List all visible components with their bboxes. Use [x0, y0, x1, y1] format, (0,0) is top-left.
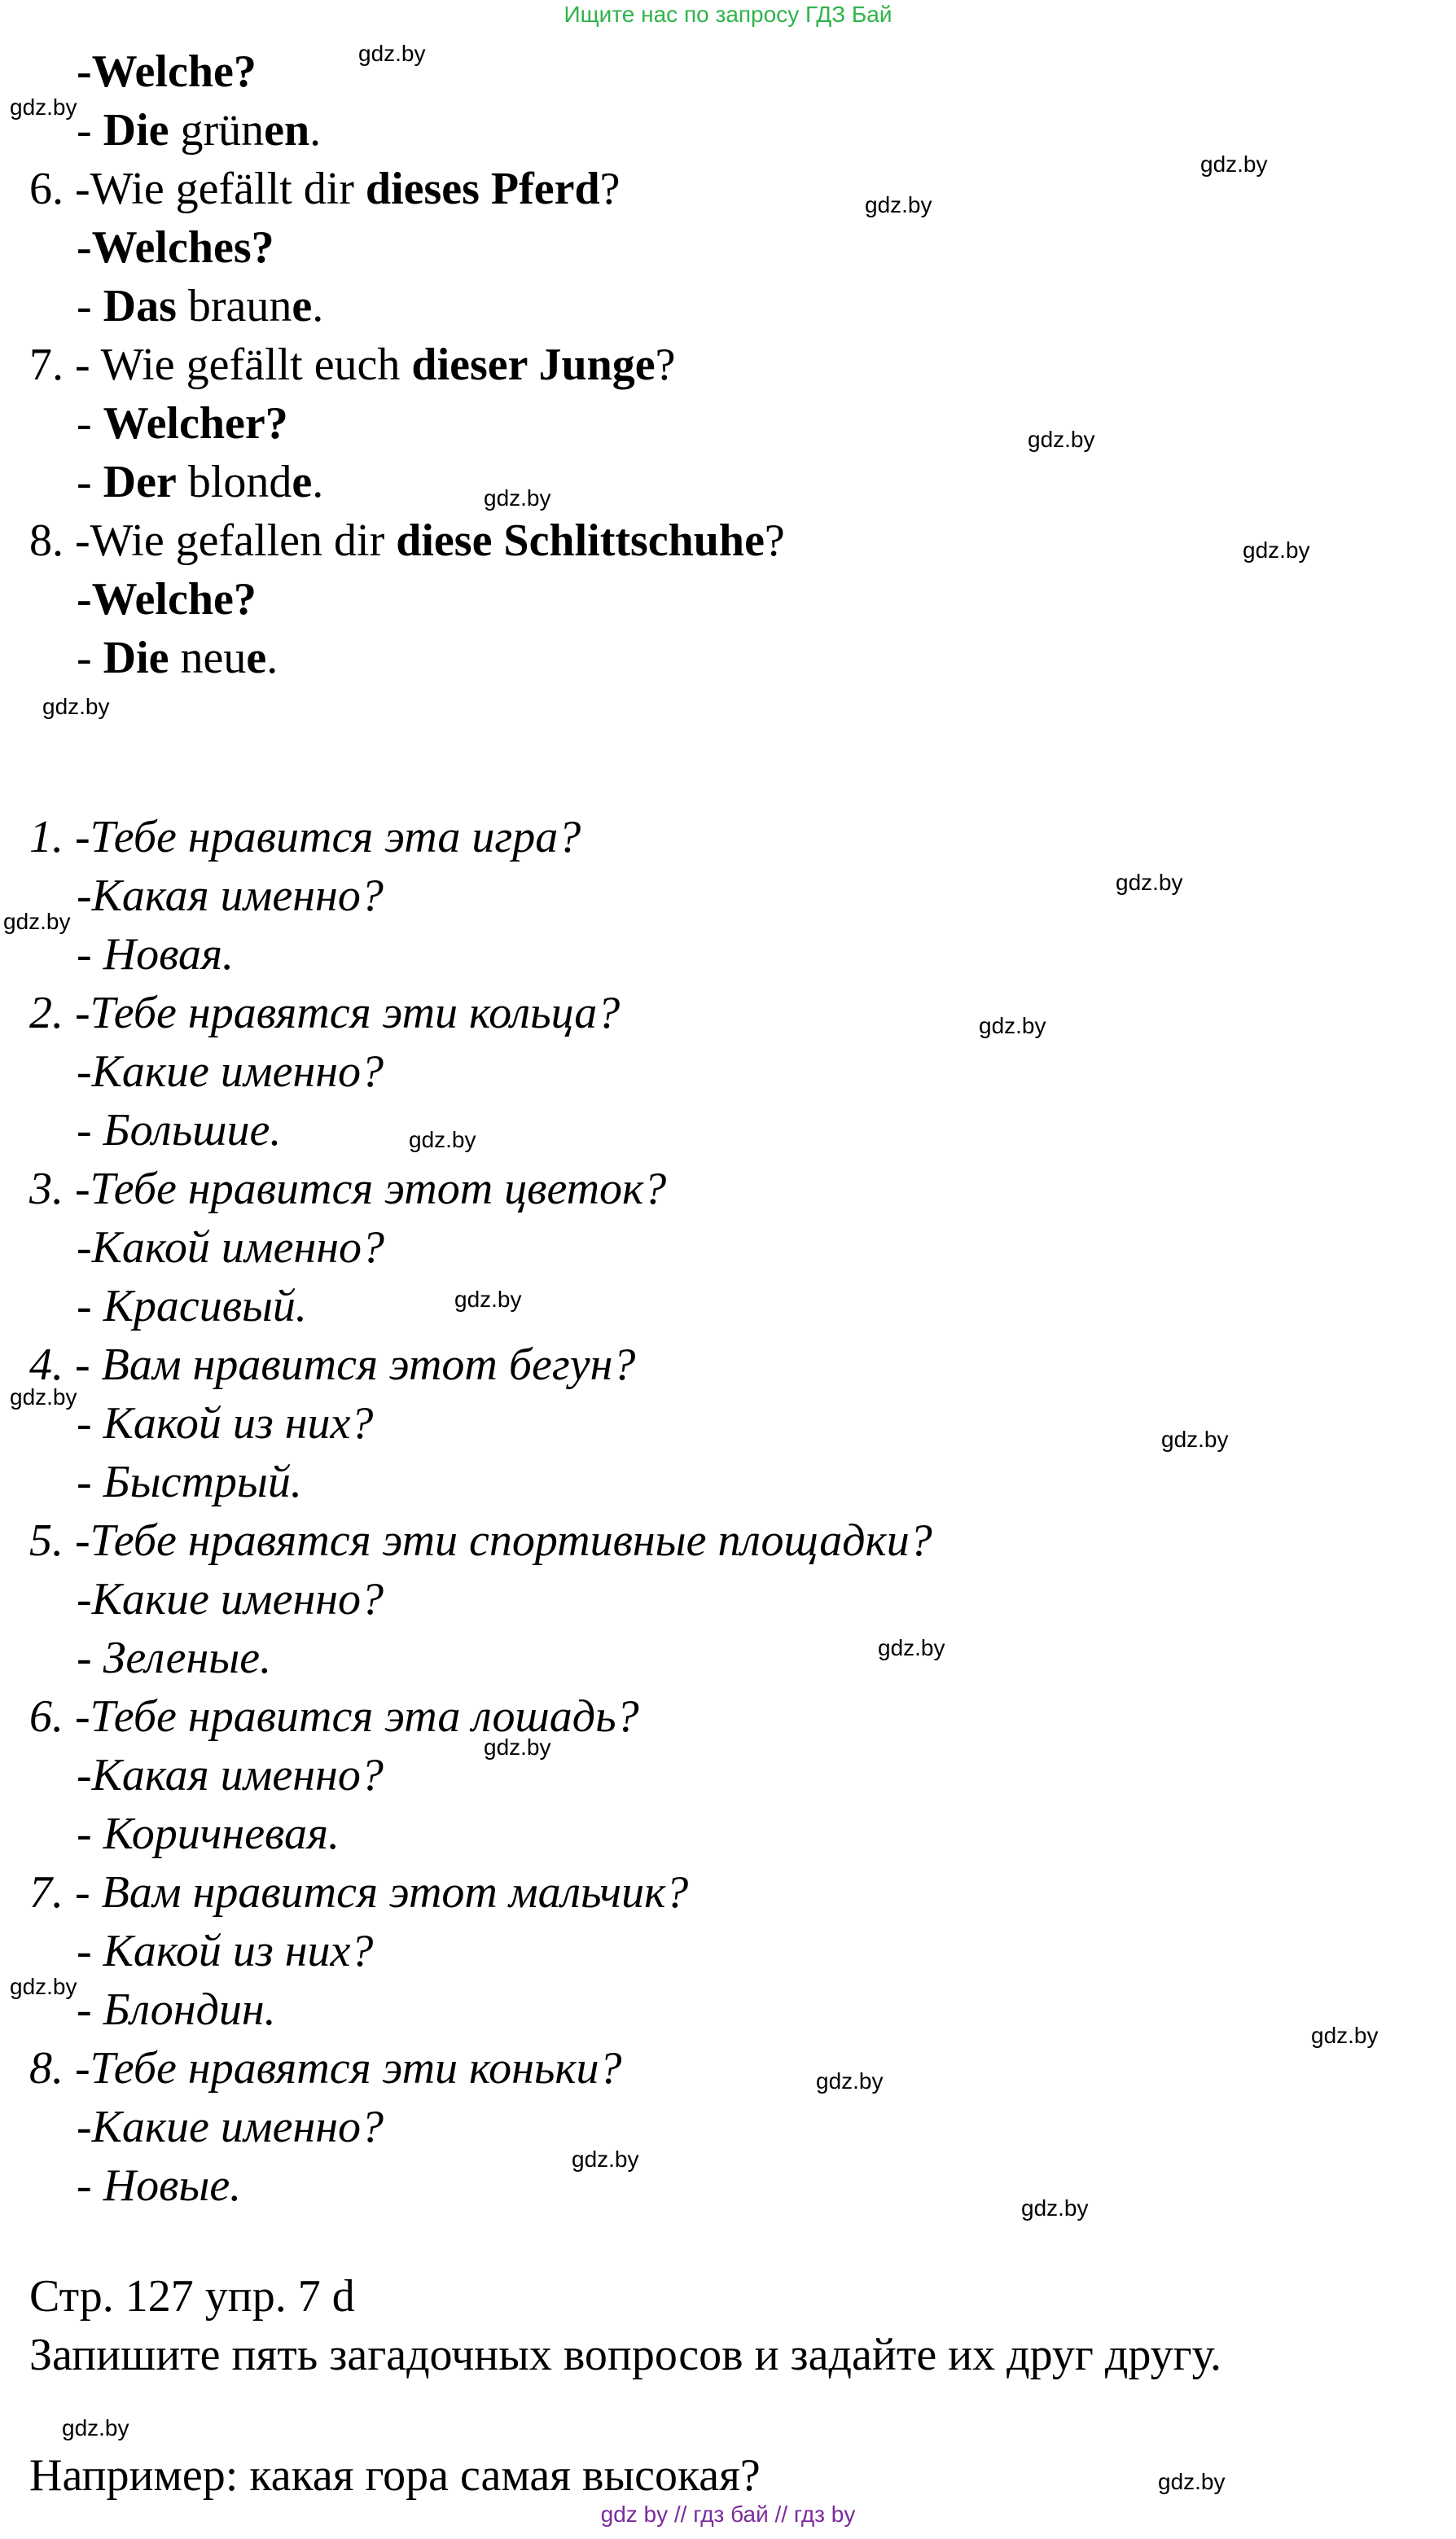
- german-line-1: -Welche?: [77, 46, 257, 97]
- search-hint-header: Ищите нас по запросу ГДЗ Бай: [564, 2, 892, 27]
- german-line-6: 7. - Wie gefällt euch dieser Junge?: [29, 340, 676, 390]
- watermark: gdz.by: [1028, 427, 1095, 452]
- russian-line-20: - Какой из них?: [77, 1926, 374, 1976]
- german-line-3: 6. -Wie gefällt dir dieses Pferd?: [29, 164, 621, 214]
- watermark: gdz.by: [1311, 2023, 1379, 2048]
- russian-line-16: 6. -Тебе нравится эта лошадь?: [29, 1691, 639, 1742]
- german-line-5: - Das braune.: [77, 281, 324, 331]
- task-example: Например: какая гора самая высокая?: [29, 2450, 761, 2501]
- watermark: gdz.by: [1243, 537, 1310, 563]
- watermark: gdz.by: [409, 1127, 476, 1152]
- german-line-10: -Welche?: [77, 574, 257, 625]
- task-reference: Стр. 127 упр. 7 d: [29, 2271, 355, 2322]
- russian-line-13: 5. -Тебе нравятся эти спортивные площадки?: [29, 1515, 932, 1566]
- watermark: gdz.by: [42, 694, 110, 719]
- watermark: gdz.by: [484, 1734, 551, 1760]
- russian-line-8: -Какой именно?: [77, 1222, 385, 1273]
- russian-line-24: - Новые.: [77, 2160, 242, 2211]
- watermark: gdz.by: [10, 1974, 77, 1999]
- russian-line-11: - Какой из них?: [77, 1398, 374, 1449]
- russian-line-17: -Какая именно?: [77, 1750, 384, 1800]
- russian-line-3: - Новая.: [77, 929, 235, 980]
- task-instruction: Запишите пять загадочных вопросов и задайте их друг другу.: [29, 2330, 1221, 2380]
- watermark: gdz.by: [979, 1013, 1046, 1038]
- footer-links: gdz by // гдз бай // гдз by: [600, 2502, 856, 2527]
- russian-line-7: 3. -Тебе нравится этот цветок?: [29, 1164, 667, 1214]
- watermark: gdz.by: [1158, 2469, 1226, 2494]
- russian-line-4: 2. -Тебе нравятся эти кольца?: [29, 988, 621, 1038]
- watermark: gdz.by: [816, 2068, 884, 2094]
- watermark: gdz.by: [878, 1635, 945, 1660]
- watermark: gdz.by: [865, 192, 932, 217]
- german-line-8: - Der blonde.: [77, 457, 324, 507]
- german-line-4: -Welches?: [77, 222, 274, 273]
- watermark: gdz.by: [10, 94, 77, 120]
- russian-line-5: -Какие именно?: [77, 1046, 384, 1097]
- watermark: gdz.by: [10, 1384, 77, 1410]
- russian-line-9: - Красивый.: [77, 1281, 307, 1331]
- watermark: gdz.by: [62, 2415, 129, 2440]
- german-line-2: - Die grünen.: [77, 105, 322, 156]
- russian-line-2: -Какая именно?: [77, 870, 384, 921]
- watermark: gdz.by: [484, 485, 551, 511]
- russian-line-22: 8. -Тебе нравятся эти коньки?: [29, 2043, 622, 2094]
- watermark: gdz.by: [358, 41, 426, 66]
- german-line-11: - Die neue.: [77, 633, 278, 683]
- russian-line-23: -Какие именно?: [77, 2102, 384, 2152]
- watermark: gdz.by: [454, 1287, 522, 1312]
- watermark: gdz.by: [1021, 2195, 1089, 2221]
- watermark: gdz.by: [1200, 151, 1268, 177]
- russian-line-18: - Коричневая.: [77, 1809, 340, 1859]
- russian-line-15: - Зеленые.: [77, 1633, 272, 1683]
- german-line-7: - Welcher?: [77, 398, 288, 449]
- russian-line-6: - Большие.: [77, 1105, 282, 1155]
- german-line-9: 8. -Wie gefallen dir diese Schlittschuhe?: [29, 515, 785, 566]
- russian-line-21: - Блондин.: [77, 1984, 276, 2035]
- watermark: gdz.by: [1161, 1427, 1229, 1452]
- russian-line-12: - Быстрый.: [77, 1457, 302, 1507]
- russian-line-1: 1. -Тебе нравится эта игра?: [29, 812, 581, 862]
- russian-line-14: -Какие именно?: [77, 1574, 384, 1625]
- russian-line-10: 4. - Вам нравится этот бегун?: [29, 1340, 636, 1390]
- russian-line-19: 7. - Вам нравится этот мальчик?: [29, 1867, 689, 1918]
- watermark: gdz.by: [572, 2147, 639, 2172]
- watermark: gdz.by: [3, 909, 71, 934]
- watermark: gdz.by: [1116, 870, 1183, 895]
